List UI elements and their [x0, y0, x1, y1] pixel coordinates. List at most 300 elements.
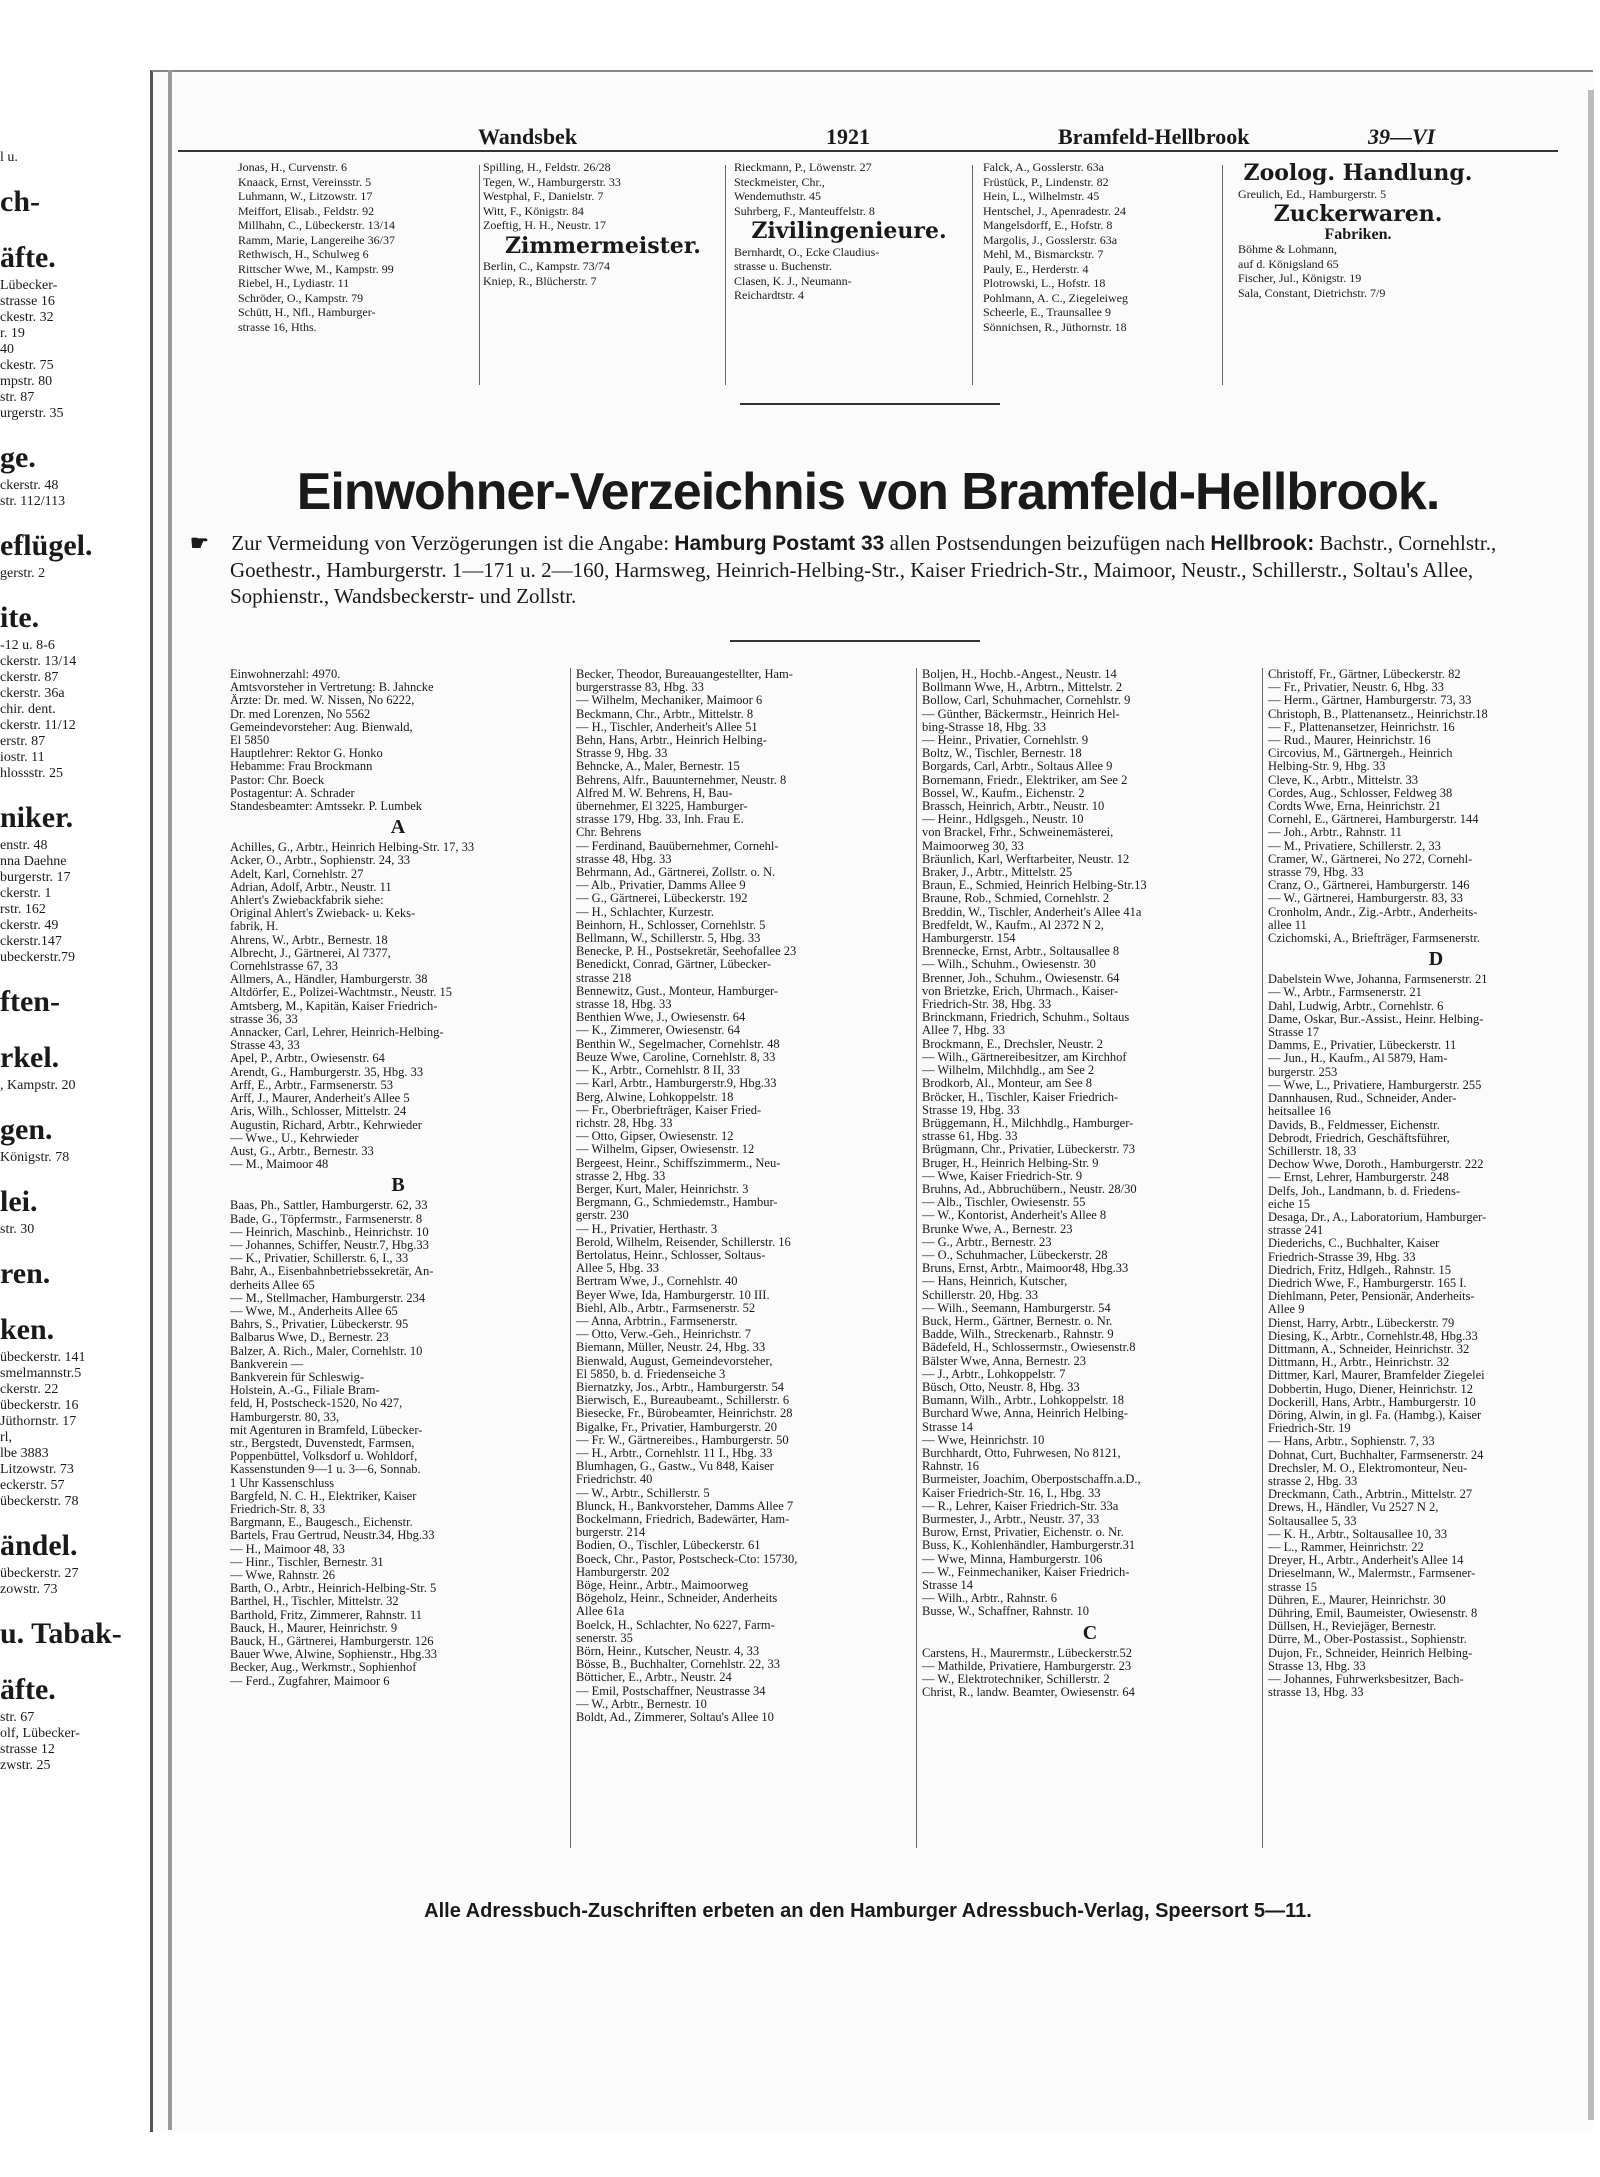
left-strip-line: enstr. 48: [0, 838, 48, 853]
directory-entry: Biehl, Alb., Arbtr., Farmsenerstr. 52: [576, 1301, 756, 1315]
directory-entry: burgerstr. 214: [576, 1526, 646, 1540]
left-strip-line: ckerstr. 49: [0, 918, 59, 933]
directory-entry: — Ernst, Lehrer, Hamburgerstr. 248: [1268, 1171, 1449, 1185]
directory-entry: Greulich, Ed., Hamburgerstr. 5: [1238, 186, 1387, 201]
directory-entry: von Brackel, Frhr., Schweinemästerei,: [922, 826, 1114, 840]
directory-entry: Drechsler, M. O., Elektromonteur, Neu-: [1268, 1461, 1468, 1475]
left-strip-line: burgerstr. 17: [0, 870, 71, 885]
directory-entry: Allee 7, Hbg. 33: [922, 1024, 1005, 1038]
letter-heading: A: [390, 816, 406, 839]
left-strip-line: übeckerstr. 78: [0, 1494, 79, 1509]
directory-entry: — M., Maimoor 48: [230, 1158, 329, 1172]
directory-entry: Allee 5, Hbg. 33: [576, 1262, 659, 1276]
directory-entry: Delfs, Joh., Landmann, b. d. Friedens-: [1268, 1184, 1460, 1198]
directory-entry: — Emil, Postschaffner, Neustrasse 34: [576, 1684, 766, 1698]
directory-entry: strasse 179, Hbg. 33, Inh. Frau E.: [576, 813, 744, 827]
directory-entry: Badde, Wilh., Streckenarb., Rahnstr. 9: [922, 1328, 1114, 1342]
top-col-1: [238, 160, 438, 334]
directory-entry: Burchhardt, Otto, Fuhrwesen, No 8121,: [922, 1446, 1121, 1460]
directory-entry: — K., Zimmerer, Owiesenstr. 64: [576, 1024, 741, 1038]
directory-entry: Hein, L., Wilhelmstr. 45: [983, 189, 1100, 203]
directory-entry: Burmester, J., Arbtr., Neustr. 37, 33: [922, 1513, 1100, 1526]
section-rule: [740, 403, 1000, 405]
directory-entry: — W., Kontorist, Anderheit's Allee 8: [922, 1209, 1107, 1223]
directory-entry: richstr. 28, Hbg. 33: [576, 1116, 673, 1130]
directory-entry: Dahl, Ludwig, Arbtr., Cornehlstr. 6: [1268, 999, 1444, 1013]
directory-entry: Hebamme: Frau Brockmann: [230, 760, 373, 774]
directory-entry: str., Bergstedt, Duvenstedt, Farmsen,: [230, 1436, 415, 1450]
resident-directory: [178, 668, 1558, 1848]
directory-entry: Beuze Wwe, Caroline, Cornehlstr. 8, 33: [576, 1050, 776, 1064]
directory-entry: Bauck, H., Gärtnerei, Hamburgerstr. 126: [230, 1635, 434, 1649]
directory-entry: strasse 48, Hbg. 33: [576, 852, 672, 866]
directory-entry: Boljen, H., Hochb.-Angest., Neustr. 14: [922, 668, 1117, 681]
directory-entry: — F., Plattenansetzer, Heinrichstr. 16: [1268, 720, 1455, 734]
directory-entry: Bartels, Frau Gertrud, Neustr.34, Hbg.33: [230, 1529, 435, 1543]
directory-entry: Boeck, Chr., Pastor, Postscheck-Cto: 15730,: [576, 1552, 798, 1566]
directory-entry: — G., Arbtr., Bernestr. 23: [922, 1235, 1052, 1249]
directory-entry: Dittmann, A., Schneider, Heinrichstr. 32: [1268, 1342, 1470, 1356]
title-rule: [730, 640, 980, 642]
directory-entry: Dühring, Emil, Baumeister, Owiesenstr. 8: [1268, 1607, 1478, 1621]
left-strip-line: ckestr. 75: [0, 358, 54, 373]
directory-entry: Cleve, K., Arbtr., Mittelstr. 33: [1268, 773, 1418, 787]
directory-entry: Busse, W., Schaffner, Rahnstr. 10: [922, 1605, 1089, 1619]
directory-entry: — K. H., Arbtr., Soltausallee 10, 33: [1268, 1527, 1448, 1541]
directory-entry: El 5850: [230, 734, 270, 748]
directory-entry: — Hans, Heinrich, Kutscher,: [922, 1275, 1068, 1289]
directory-entry: Benecke, P. H., Postsekretär, Seehofallee 23: [576, 945, 797, 959]
directory-entry: — M., Stellmacher, Hamburgerstr. 234: [230, 1291, 426, 1305]
directory-entry: Baas, Ph., Sattler, Hamburgerstr. 62, 33: [230, 1199, 428, 1213]
directory-entry: — Wilhelm, Milchhdlg., am See 2: [922, 1064, 1095, 1078]
directory-entry: Cornehlstrasse 67, 33: [230, 960, 338, 974]
left-strip-line: ften-: [0, 985, 60, 1018]
directory-entry: Luhmann, W., Litzowstr. 17: [238, 189, 373, 203]
directory-entry: Hamburgerstr. 154: [922, 932, 1016, 946]
directory-entry: — Hans, Arbtr., Sophienstr. 7, 33: [1268, 1435, 1435, 1449]
directory-entry: — H., Tischler, Anderheit's Allee 51: [576, 720, 758, 734]
directory-entry: Postagentur: A. Schrader: [230, 786, 355, 800]
directory-entry: strasse u. Buchenstr.: [734, 259, 832, 273]
left-strip-line: mpstr. 80: [0, 374, 53, 389]
directory-entry: Drews, H., Händler, Vu 2527 N 2,: [1268, 1501, 1439, 1515]
directory-column-4: [1268, 668, 1600, 1699]
directory-entry: Davids, B., Feldmesser, Eichenstr.: [1268, 1118, 1440, 1132]
directory-entry: Beckmann, Chr., Arbtr., Mittelstr. 8: [576, 707, 754, 721]
directory-entry: — M., Privatiere, Schillerstr. 2, 33: [1268, 839, 1441, 853]
directory-entry: — Johannes, Schiffer, Neustr.7, Hbg.33: [230, 1238, 429, 1252]
directory-entry: Berg, Alwine, Lohkoppelstr. 18: [576, 1090, 734, 1104]
directory-entry: Hamburgerstr. 80, 33,: [230, 1410, 340, 1424]
directory-entry: Zoeftig, H. H., Neustr. 17: [483, 218, 606, 232]
directory-entry: — Wwe., U., Kehrwieder: [230, 1131, 359, 1145]
directory-entry: Bankverein —: [230, 1357, 304, 1371]
directory-entry: Poppenbüttel, Volksdorf u. Wohldorf,: [230, 1450, 418, 1464]
directory-entry: Friedrich-Str. 8, 33: [230, 1502, 326, 1516]
directory-entry: strasse 61, Hbg. 33: [922, 1130, 1018, 1144]
directory-entry: Braker, J., Arbtr., Mittelstr. 25: [922, 866, 1073, 880]
directory-entry: Diederichs, C., Buchhalter, Kaiser: [1268, 1237, 1440, 1251]
directory-entry: — Wwe, L., Privatiere, Hamburgerstr. 255: [1268, 1078, 1482, 1092]
directory-entry: Bigalke, Fr., Privatier, Hamburgerstr. 20: [576, 1420, 777, 1434]
directory-entry: — Heinrich, Maschinb., Heinrichstr. 10: [230, 1225, 429, 1239]
directory-entry: Wendemuthstr. 45: [734, 189, 822, 203]
directory-entry: Barth, O., Arbtr., Heinrich-Helbing-Str. 5: [230, 1582, 437, 1596]
directory-entry: Riebel, H., Lydiastr. 11: [238, 276, 350, 290]
directory-entry: Knaack, Ernst, Vereinsstr. 5: [238, 174, 372, 189]
directory-entry: Maimoorweg 30, 33: [922, 839, 1024, 853]
directory-entry: Bargfeld, N. C. H., Elektriker, Kaiser: [230, 1489, 417, 1503]
directory-entry: gerstr. 230: [576, 1209, 629, 1223]
directory-entry: Dame, Oskar, Bur.-Assist., Heinr. Helbing-: [1268, 1012, 1484, 1026]
left-strip-line: ckerstr.147: [0, 934, 62, 949]
directory-entry: — W., Arbtr., Schillerstr. 5: [576, 1486, 710, 1500]
directory-entry: Plotrowski, L., Hofstr. 18: [983, 276, 1106, 290]
directory-entry: — H., Maimoor 48, 33: [230, 1542, 345, 1556]
directory-entry: Adelt, Karl, Cornehlstr. 27: [230, 867, 364, 881]
letter-heading: B: [391, 1174, 405, 1197]
directory-entry: Bertram Wwe, J., Cornehlstr. 40: [576, 1275, 738, 1289]
left-strip-line: olf, Lübecker-: [0, 1726, 80, 1741]
directory-entry: — G., Gärtnerei, Lübeckerstr. 192: [576, 892, 748, 906]
directory-entry: — Wilh., Seemann, Hamburgerstr. 54: [922, 1301, 1111, 1315]
directory-entry: Schütt, H., Nfl., Hamburger-: [238, 305, 376, 319]
directory-entry: Bierwisch, E., Bureaubeamt., Schillerstr. 6: [576, 1394, 790, 1408]
directory-entry: Boldt, Ad., Zimmerer, Soltau's Allee 10: [576, 1711, 774, 1725]
left-strip-line: ckerstr. 13/14: [0, 654, 77, 669]
directory-entry: — Wwe, Kaiser Friedrich-Str. 9: [922, 1169, 1083, 1183]
left-strip-line: ge.: [0, 441, 36, 474]
left-strip-line: übeckerstr. 16: [0, 1398, 79, 1413]
left-strip-line: erstr. 87: [0, 734, 46, 749]
directory-entry: Bahr, A., Eisenbahnbetriebssekretär, An-: [230, 1265, 434, 1279]
directory-entry: Schillerstr. 18, 33: [1268, 1144, 1357, 1158]
left-strip-line: ckerstr. 11/12: [0, 718, 76, 733]
directory-entry: — Heinr., Privatier, Cornehlstr. 9: [922, 734, 1089, 748]
directory-column-2: [576, 668, 912, 1724]
left-strip-line: ckerstr. 22: [0, 1382, 59, 1397]
top-col-3: [734, 160, 964, 303]
directory-entry: Soltausallee 5, 33: [1268, 1514, 1357, 1528]
directory-entry: Steckmeister, Chr.,: [734, 174, 825, 189]
section-heading-zuckerwaren: Zuckerwaren.: [1273, 201, 1443, 227]
left-strip-line: Litzowstr. 73: [0, 1462, 74, 1477]
directory-entry: fabrik, H.: [230, 920, 279, 934]
top-col-5: [1238, 160, 1478, 300]
directory-entry: Witt, F., Königstr. 84: [483, 203, 584, 218]
directory-entry: burgerstr. 253: [1268, 1065, 1338, 1079]
directory-entry: — Mathilde, Privatiere, Hamburgerstr. 23: [922, 1659, 1132, 1673]
directory-entry: Balzer, A. Rich., Maler, Cornehlstr. 10: [230, 1344, 423, 1358]
left-strip-line: Königstr. 78: [0, 1150, 70, 1165]
directory-entry: Hentschel, J., Apenradestr. 24: [983, 203, 1126, 218]
directory-entry: — Fr., Oberbriefträger, Kaiser Fried-: [576, 1103, 762, 1117]
directory-entry: Börn, Heinr., Kutscher, Neustr. 4, 33: [576, 1645, 760, 1659]
directory-entry: Dreyer, H., Arbtr., Anderheit's Allee 14: [1268, 1554, 1464, 1568]
directory-entry: Bröcker, H., Tischler, Kaiser Friedrich-: [922, 1090, 1119, 1104]
left-strip-line: urgerstr. 35: [0, 406, 64, 421]
directory-entry: Blumhagen, G., Gastw., Vu 848, Kaiser: [576, 1460, 774, 1474]
directory-entry: Bögeholz, Heinr., Schneider, Anderheits: [576, 1592, 778, 1606]
directory-entry: Brennecke, Ernst, Arbtr., Soltausallee 8: [922, 945, 1120, 959]
directory-entry: feld, H, Postscheck-1520, No 427,: [230, 1397, 403, 1411]
directory-entry: Alfred M. W. Behrens, H, Bau-: [576, 786, 733, 800]
top-divider-3: [972, 165, 973, 385]
left-strip-line: chir. dent.: [0, 702, 56, 717]
directory-entry: Brügmann, Chr., Privatier, Lübeckerstr. 73: [922, 1143, 1136, 1157]
directory-entry: Achilles, G., Arbtr., Heinrich Helbing-Str. 17, 33: [230, 841, 475, 855]
left-strip-line: ren.: [0, 1257, 51, 1290]
directory-entry: — W., Arbtr., Farmsenerstr. 21: [1268, 986, 1422, 1000]
directory-entry: Carstens, H., Maurermstr., Lübeckerstr.52: [922, 1646, 1133, 1660]
letter-heading: D: [1428, 948, 1444, 971]
top-col-4: [983, 160, 1203, 334]
directory-entry: Kniep, R., Blücherstr. 7: [483, 273, 597, 288]
directory-entry: Dabelstein Wwe, Johanna, Farmsenerstr. 21: [1268, 973, 1488, 987]
left-strip-line: u. Tabak-: [0, 1617, 122, 1650]
directory-entry: Diehlmann, Peter, Pensionär, Anderheits-: [1268, 1290, 1475, 1304]
directory-entry: Strasse 9, Hbg. 33: [576, 747, 668, 761]
directory-entry: Bienwald, August, Gemeindevorsteher,: [576, 1354, 773, 1368]
directory-entry: Brockmann, E., Drechsler, Neustr. 2: [922, 1037, 1104, 1051]
directory-entry: Original Ahlert's Zwieback- u. Keks-: [230, 907, 416, 921]
directory-entry: — H., Schlachter, Kurzestr.: [576, 905, 715, 919]
directory-entry: Burmeister, Joachim, Oberpostschaffn.a.D.,: [922, 1473, 1141, 1487]
directory-entry: Böge, Heinr., Arbtr., Maimoorweg: [576, 1579, 749, 1593]
directory-entry: Ahlert's Zwiebackfabrik siehe:: [230, 894, 384, 908]
left-strip-line: rkel.: [0, 1041, 60, 1074]
directory-entry: Sala, Constant, Dietrichstr. 7/9: [1238, 285, 1386, 300]
directory-entry: Benthien Wwe, J., Owiesenstr. 64: [576, 1011, 746, 1025]
directory-entry: — R., Lehrer, Kaiser Friedrich-Str. 33a: [922, 1499, 1119, 1513]
directory-entry: Bauck, H., Maurer, Heinrichstr. 9: [230, 1621, 398, 1635]
directory-entry: bing-Strasse 18, Hbg. 33: [922, 720, 1046, 734]
directory-entry: — Herm., Gärtner, Hamburgerstr. 73, 33: [1268, 694, 1472, 708]
left-strip-line: übeckerstr. 27: [0, 1566, 79, 1581]
directory-entry: allee 11: [1268, 918, 1307, 932]
directory-entry: Mehl, M., Bismarckstr. 7: [983, 247, 1104, 261]
directory-entry: — Wwe, Rahnstr. 26: [230, 1569, 335, 1582]
section-heading-zimmermeister: Zimmermeister.: [505, 232, 701, 259]
directory-entry: Debrodt, Friedrich, Geschäftsführer,: [1268, 1131, 1450, 1145]
directory-entry: — Johannes, Fuhrwerksbesitzer, Bach-: [1268, 1673, 1464, 1687]
letter-heading: C: [1082, 1621, 1098, 1644]
intro-streets: Bachstr., Cornehlstr., Goethestr., Hamburgerstr. 1—171 u. 2—160, Harmsweg, Heinrich-Helbing-Str., Kaiser Friedrich-Str., Maimoor, Neustr., Schillerstr., Soltau's Allee, Sophienstr., Wandsbeckerstr- und Zollstr.: [230, 531, 1497, 608]
page-gutter: [168, 70, 172, 2130]
directory-entry: Brüggemann, H., Milchhdlg., Hamburger-: [922, 1116, 1134, 1130]
header-right: Bramfeld-Hellbrook: [1058, 124, 1250, 149]
directory-entry: Bollow, Carl, Schuhmacher, Cornehlstr. 9: [922, 694, 1131, 708]
directory-entry: strasse 2, Hbg. 33: [1268, 1474, 1358, 1488]
directory-entry: Bruger, H., Heinrich Helbing-Str. 9: [922, 1156, 1099, 1170]
directory-entry: Holstein, A.-G., Filiale Bram-: [230, 1384, 380, 1398]
directory-entry: — Wilh., Gärtnereibesitzer, am Kirchhof: [922, 1050, 1127, 1064]
directory-entry: — Fr. W., Gärtnereibes., Hamburgerstr. 50: [576, 1433, 789, 1447]
directory-entry: Dienst, Harry, Arbtr., Lübeckerstr. 79: [1268, 1316, 1455, 1330]
left-strip-line: r. 19: [0, 326, 25, 341]
page-number: 39—VI: [1368, 124, 1436, 149]
directory-entry: 1 Uhr Kassenschluss: [230, 1476, 335, 1490]
directory-entry: Bauer Wwe, Alwine, Sophienstr., Hbg.33: [230, 1648, 438, 1662]
left-strip-line: rstr. 162: [0, 902, 46, 917]
directory-entry: Arff, E., Arbtr., Farmsenerstr. 53: [230, 1078, 393, 1092]
directory-entry: Brodkorb, Al., Monteur, am See 8: [922, 1077, 1092, 1091]
directory-entry: Beinhorn, H., Schlosser, Cornehlstr. 5: [576, 918, 766, 932]
directory-entry: strasse 16, Hths.: [238, 319, 317, 334]
directory-entry: Dechow Wwe, Doroth., Hamburgerstr. 222: [1268, 1158, 1484, 1172]
directory-entry: Arff, J., Maurer, Anderheit's Allee 5: [230, 1092, 410, 1106]
directory-entry: Bahrs, S., Privatier, Lübeckerstr. 95: [230, 1318, 409, 1332]
directory-entry: Scheerle, E., Traunsallee 9: [983, 305, 1111, 319]
directory-entry: — Wilh., Schuhm., Owiesenstr. 30: [922, 958, 1096, 972]
directory-entry: Beyer Wwe, Ida, Hamburgerstr. 10 III.: [576, 1288, 770, 1302]
directory-entry: Blunck, H., Bankvorsteher, Damms Allee 7: [576, 1499, 794, 1513]
directory-entry: Strasse 14: [922, 1579, 974, 1593]
directory-entry: Burow, Ernst, Privatier, Eichenstr. o. Nr.: [922, 1526, 1124, 1540]
directory-entry: Albrecht, J., Gärtnerei, Al 7377,: [230, 946, 391, 960]
top-divider-1: [479, 165, 480, 385]
directory-entry: Helbing-Str. 9, Hbg. 33: [1268, 760, 1386, 774]
directory-entry: Pastor: Chr. Boeck: [230, 773, 325, 787]
left-strip-line: ken.: [0, 1313, 55, 1346]
directory-entry: Behrens, Alfr., Bauunternehmer, Neustr. 8: [576, 773, 787, 787]
directory-entry: Diesing, K., Arbtr., Cornehlstr.48, Hbg.33: [1268, 1329, 1478, 1343]
directory-entry: Acker, O., Arbtr., Sophienstr. 24, 33: [230, 854, 411, 868]
left-strip-line: nna Daehne: [0, 854, 67, 869]
left-strip-line: ckerstr. 87: [0, 670, 59, 685]
left-strip-line: smelmannstr.5: [0, 1366, 82, 1381]
directory-entry: — W., Elektrotechniker, Schillerstr. 2: [922, 1673, 1110, 1687]
directory-entry: Fischer, Jul., Königstr. 19: [1238, 271, 1362, 285]
directory-entry: Dockerill, Hans, Arbtr., Hamburgerstr. 10: [1268, 1395, 1476, 1409]
left-strip-line: -12 u. 8-6: [0, 638, 55, 653]
directory-entry: Braune, Rob., Schmied, Cornehlstr. 2: [922, 892, 1110, 906]
directory-entry: Barthold, Fritz, Zimmerer, Rahnstr. 11: [230, 1608, 423, 1622]
directory-entry: — Otto, Verw.-Geh., Heinrichstr. 7: [576, 1328, 751, 1342]
directory-entry: auf d. Königsland 65: [1238, 256, 1339, 271]
directory-entry: Allmers, A., Händler, Hamburgerstr. 38: [230, 973, 428, 987]
directory-entry: — L., Rammer, Heinrichstr. 22: [1268, 1541, 1424, 1554]
left-strip-line: , Kampstr. 20: [0, 1078, 76, 1093]
directory-entry: Bockelmann, Friedrich, Badewärter, Ham-: [576, 1513, 790, 1526]
directory-entry: Bade, G., Töpfermstr., Farmsenerstr. 8: [230, 1212, 423, 1226]
directory-entry: Berlin, C., Kampstr. 73/74: [483, 259, 610, 273]
directory-entry: Bälster Wwe, Anna, Bernestr. 23: [922, 1354, 1086, 1368]
directory-entry: Friedrichstr. 40: [576, 1473, 653, 1487]
directory-entry: — Jun., H., Kaufm., Al 5879, Ham-: [1268, 1052, 1448, 1066]
directory-entry: Hamburgerstr. 202: [576, 1565, 670, 1579]
directory-entry: Böhme & Lohmann,: [1238, 242, 1337, 256]
directory-entry: — Wilh., Arbtr., Rahnstr. 6: [922, 1592, 1058, 1606]
directory-entry: Margolis, J., Gosslerstr. 63a: [983, 232, 1118, 247]
directory-entry: Amtsberg, M., Kapitän, Kaiser Friedrich-: [230, 999, 438, 1013]
directory-entry: Rahnstr. 16: [922, 1460, 979, 1474]
left-strip-line: Lübecker-: [0, 278, 58, 293]
left-strip-line: l u.: [0, 150, 18, 165]
directory-entry: Behrmann, Ad., Gärtnerei, Zollstr. o. N.: [576, 866, 776, 880]
left-strip-line: ckerstr. 1: [0, 886, 52, 901]
intro-pre: Zur Vermeidung von Verzögerungen ist die Angabe:: [231, 531, 670, 555]
directory-entry: Allee 61a: [576, 1605, 625, 1619]
directory-entry: strasse 2, Hbg. 33: [576, 1169, 666, 1183]
intro-mid: allen Postsendungen beizufügen nach: [889, 531, 1206, 555]
directory-entry: Bossel, W., Kaufm., Eichenstr. 2: [922, 786, 1085, 800]
directory-entry: strasse 241: [1268, 1224, 1324, 1238]
directory-entry: Dittmer, Karl, Maurer, Bramfelder Ziegelei: [1268, 1369, 1485, 1383]
directory-entry: burgerstrasse 83, Hbg. 33: [576, 681, 704, 695]
directory-entry: Kaiser Friedrich-Str. 16, I., Hbg. 33: [922, 1486, 1101, 1500]
left-strip-line: lei.: [0, 1185, 38, 1218]
directory-entry: Christoph, B., Plattenansetz., Heinrichstr.18: [1268, 707, 1488, 721]
directory-entry: Czichomski, A., Briefträger, Farmsenerstr.: [1268, 932, 1480, 946]
directory-entry: Strasse 43, 33: [230, 1039, 300, 1053]
directory-entry: Desaga, Dr., A., Laboratorium, Hamburger-: [1268, 1210, 1487, 1224]
directory-entry: Adrian, Adolf, Arbtr., Neustr. 11: [230, 880, 392, 894]
directory-entry: Strasse 17: [1268, 1026, 1320, 1040]
directory-entry: Bergmann, G., Schmiedemstr., Hambur-: [576, 1196, 778, 1210]
directory-entry: Boltz, W., Tischler, Bernestr. 18: [922, 747, 1082, 761]
directory-entry: Dannhausen, Rud., Schneider, Ander-: [1268, 1092, 1457, 1106]
directory-entry: Bertolatus, Heinr., Schlosser, Soltaus-: [576, 1248, 766, 1262]
directory-entry: Bumann, Wilh., Arbtr., Lohkoppelstr. 18: [922, 1394, 1125, 1408]
column-divider-1: [570, 668, 571, 1848]
directory-entry: Altdörfer, E., Polizei-Wachtmstr., Neustr. 15: [230, 986, 453, 1000]
directory-column-3: [922, 668, 1258, 1699]
directory-entry: Büsch, Otto, Neustr. 8, Hbg. 33: [922, 1380, 1080, 1394]
directory-entry: Bräunlich, Karl, Werftarbeiter, Neustr. 12: [922, 852, 1130, 866]
directory-entry: Strasse 13, Hbg. 33: [1268, 1659, 1366, 1673]
directory-entry: — Otto, Gipser, Owiesenstr. 12: [576, 1130, 734, 1144]
directory-entry: Breddin, W., Tischler, Anderheit's Allee 41a: [922, 905, 1142, 919]
directory-entry: Aust, G., Arbtr., Bernestr. 33: [230, 1144, 374, 1158]
directory-entry: Früstück, P., Lindenstr. 82: [983, 174, 1109, 189]
directory-entry: Aris, Wilh., Schlosser, Mittelstr. 24: [230, 1105, 407, 1119]
section-heading-zivilingenieure: Zivilingenieure.: [751, 218, 947, 244]
footer-notice: Alle Adressbuch-Zuschriften erbeten an den Hamburger Adressbuch-Verlag, Speersort 5—11.: [424, 1900, 1312, 1922]
directory-entry: Friedrich-Str. 38, Hbg. 33: [922, 998, 1052, 1012]
directory-entry: Bötticher, E., Arbtr., Neustr. 24: [576, 1671, 732, 1685]
directory-entry: Dittmann, H., Arbtr., Heinrichstr. 32: [1268, 1356, 1450, 1370]
left-strip-line: rl,: [0, 1430, 13, 1445]
left-strip-line: 40: [0, 342, 14, 357]
directory-entry: Bargmann, E., Baugesch., Eichenstr.: [230, 1516, 413, 1530]
directory-entry: Circovius, M., Gärtnergeh., Heinrich: [1268, 747, 1453, 761]
directory-entry: — Ferd., Zugfahrer, Maimoor 6: [230, 1674, 390, 1688]
directory-entry: Annacker, Carl, Lehrer, Heinrich-Helbing-: [230, 1026, 444, 1040]
top-divider-2: [725, 165, 726, 385]
directory-entry: Kassenstunden 9—1 u. 3—6, Sonnab.: [230, 1463, 421, 1477]
directory-entry: Braun, E., Schmied, Heinrich Helbing-Str.13: [922, 879, 1147, 893]
directory-entry: Ramm, Marie, Langereihe 36/37: [238, 232, 395, 247]
directory-entry: Reichardtstr. 4: [734, 288, 804, 302]
directory-entry: Bädefeld, H., Schlossermstr., Owiesenstr.8: [922, 1341, 1136, 1355]
directory-entry: Bankverein für Schleswig-: [230, 1370, 364, 1384]
directory-entry: Drieselmann, W., Malermstr., Farmsener-: [1268, 1567, 1476, 1581]
directory-entry: Friedrich-Str. 19: [1268, 1422, 1351, 1436]
directory-entry: Boelck, H., Schlachter, No 6227, Farm-: [576, 1618, 775, 1632]
directory-entry: Sönnichsen, R., Jüthornstr. 18: [983, 319, 1127, 334]
directory-entry: Clasen, K. J., Neumann-: [734, 273, 852, 288]
directory-entry: Benthin W., Segelmacher, Cornehlstr. 48: [576, 1037, 780, 1051]
top-col-2: [483, 160, 723, 288]
directory-entry: Bernhardt, O., Ecke Claudius-: [734, 244, 880, 259]
directory-entry: Biernatzky, Jos., Arbtr., Hamburgerstr. 54: [576, 1380, 784, 1394]
directory-entry: Becker, Theodor, Bureauangestellter, Ham-: [576, 668, 793, 681]
directory-entry: Brenner, Joh., Schuhm., Owiesenstr. 64: [922, 971, 1120, 985]
directory-entry: — Heinr., Hdlgsgeh., Neustr. 10: [922, 813, 1084, 827]
directory-entry: Friedrich-Strasse 39, Hbg. 33: [1268, 1250, 1416, 1264]
